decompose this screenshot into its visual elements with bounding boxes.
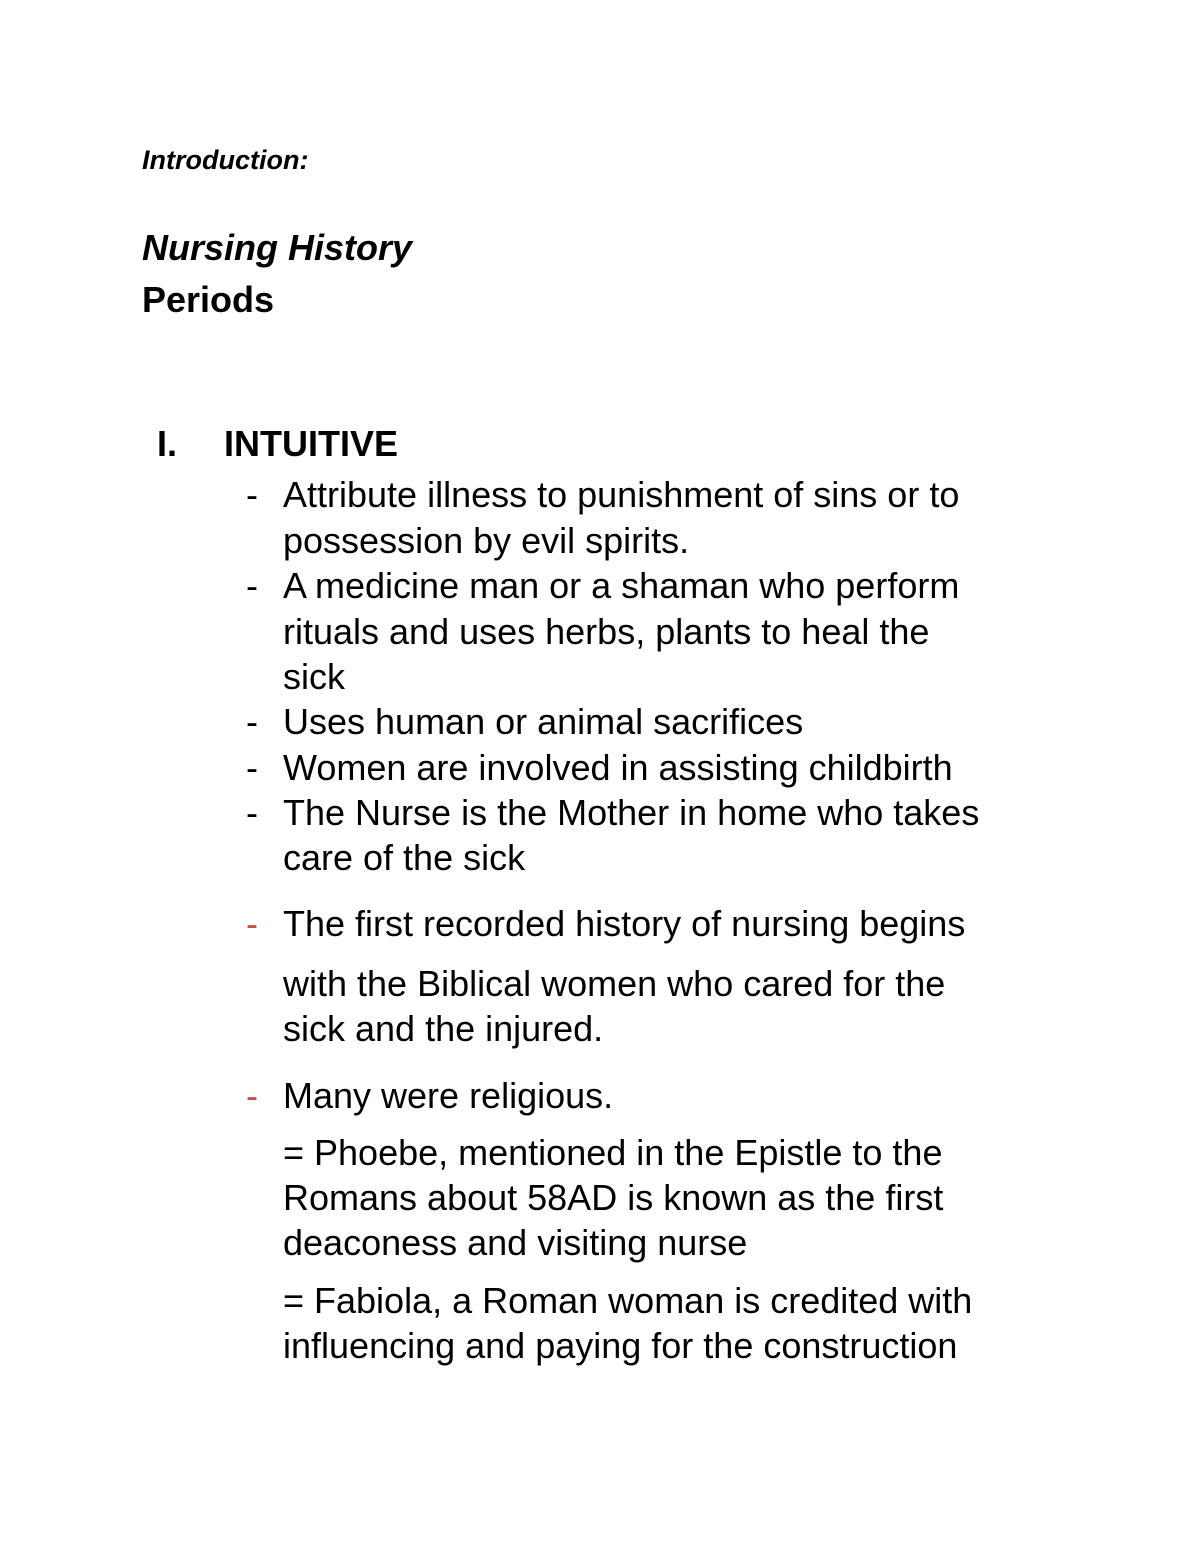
bullet-text-line: care of the sick bbox=[283, 837, 526, 878]
bullet-text-line: sick bbox=[283, 656, 345, 697]
bullet-text-line: The Nurse is the Mother in home who takes bbox=[283, 792, 980, 833]
section-heading: INTUITIVE bbox=[224, 423, 399, 464]
bullet-text-line: Uses human or animal sacrifices bbox=[283, 701, 804, 742]
bullet-text-line: Many were religious. bbox=[283, 1075, 614, 1116]
sub-point-line: deaconess and visiting nurse bbox=[283, 1222, 748, 1263]
bullet-text-line: with the Biblical women who cared for the bbox=[283, 963, 946, 1004]
bullet-text-line: A medicine man or a shaman who perform bbox=[283, 565, 960, 606]
bullet-marker: - bbox=[246, 792, 258, 833]
page-subtitle: Periods bbox=[142, 279, 275, 320]
bullet-text-line: possession by evil spirits. bbox=[283, 520, 690, 561]
bullet-marker: - bbox=[246, 565, 258, 606]
sub-point-line: Romans about 58AD is known as the first bbox=[283, 1177, 944, 1218]
bullet-text-line: sick and the injured. bbox=[283, 1008, 604, 1049]
bullet-text-line: Attribute illness to punishment of sins or to bbox=[283, 474, 960, 515]
bullet-marker: - bbox=[246, 474, 258, 515]
bullet-text-line: rituals and uses herbs, plants to heal the bbox=[283, 611, 930, 652]
page-title: Nursing History bbox=[142, 227, 413, 268]
bullet-text-line: Women are involved in assisting childbirth bbox=[283, 747, 953, 788]
bullet-marker: - bbox=[246, 747, 258, 788]
bullet-marker: - bbox=[246, 701, 258, 742]
sub-point-line: influencing and paying for the construction bbox=[283, 1325, 958, 1366]
sub-point-line: = Phoebe, mentioned in the Epistle to the bbox=[283, 1132, 943, 1173]
bullet-marker: - bbox=[246, 903, 258, 944]
bullet-marker: - bbox=[246, 1075, 258, 1116]
sub-point-line: = Fabiola, a Roman woman is credited with bbox=[283, 1280, 973, 1321]
bullet-text-line: The first recorded history of nursing begins bbox=[283, 903, 966, 944]
intro-label: Introduction: bbox=[142, 145, 309, 175]
section-number: I. bbox=[157, 423, 178, 464]
